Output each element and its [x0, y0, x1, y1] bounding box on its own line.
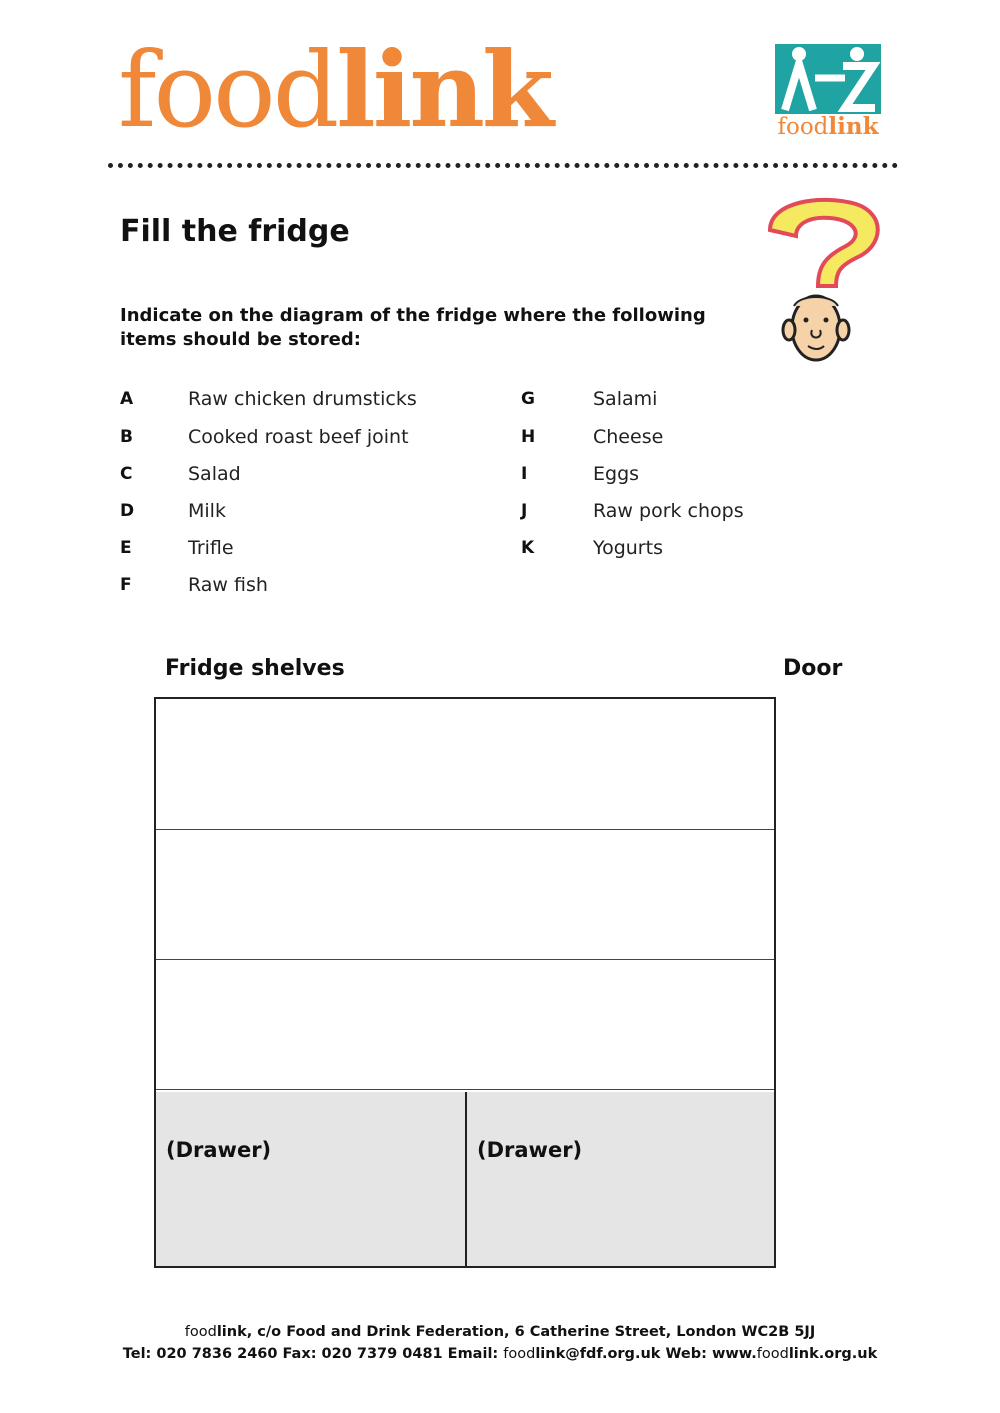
badge-bold-text: link: [828, 113, 879, 140]
footer-tel-fax: Tel: 020 7836 2460 Fax: 020 7379 0481 Email:: [122, 1346, 504, 1362]
item-name: Salad: [188, 463, 241, 485]
az-badge-wordmark: [775, 113, 881, 140]
az-badge-icon: [775, 44, 881, 114]
item-name: Trifle: [188, 537, 234, 559]
az-figures-icon: [775, 44, 881, 114]
item-letter: F: [120, 575, 132, 595]
fridge-shelf-middle[interactable]: [156, 830, 774, 959]
question-person-icon: [760, 194, 884, 366]
footer-web-rest[interactable]: link.org.uk: [788, 1346, 878, 1362]
item-letter: H: [521, 427, 536, 447]
foodlink-logo: [118, 28, 551, 151]
item-letter: K: [521, 538, 535, 558]
footer-address-text: link, c/o Food and Drink Federation, 6 Catherine Street, London WC2B 5JJ: [216, 1324, 816, 1340]
item-name: Salami: [593, 388, 658, 410]
item-name: Milk: [188, 500, 226, 522]
door-label: Door: [783, 656, 843, 681]
drawer-left[interactable]: [156, 1092, 467, 1266]
footer-email-rest[interactable]: link@fdf.org.uk Web: www.: [535, 1346, 757, 1362]
footer-contact: [0, 1346, 1000, 1362]
footer-web-food: food: [756, 1346, 789, 1362]
item-name: Raw pork chops: [593, 500, 744, 522]
fridge-shelf-top[interactable]: [156, 699, 774, 829]
item-letter: G: [521, 389, 535, 409]
item-letter: A: [120, 389, 134, 409]
fridge-shelf-bottom[interactable]: [156, 960, 774, 1089]
drawer-right-label: (Drawer): [477, 1138, 583, 1162]
logo-light-text: food: [118, 29, 337, 151]
item-letter: D: [120, 501, 135, 521]
item-name: Eggs: [593, 463, 640, 485]
logo-bold-text: link: [336, 28, 551, 151]
footer-food-text: food: [184, 1324, 217, 1340]
instruction-text: Indicate on the diagram of the fridge where the following items should be stored:: [120, 305, 706, 350]
page-title: Fill the fridge: [120, 214, 350, 249]
item-letter: E: [120, 538, 132, 558]
item-letter: C: [120, 464, 133, 484]
item-name: Yogurts: [593, 537, 663, 559]
item-name: Raw fish: [188, 574, 268, 596]
header-divider: [108, 163, 898, 168]
item-letter: B: [120, 427, 133, 447]
footer-address: [0, 1324, 1000, 1340]
fridge-diagram: [154, 697, 776, 1268]
item-name: Raw chicken drumsticks: [188, 388, 417, 410]
drawer-right[interactable]: [467, 1092, 774, 1266]
fridge-shelves-label: Fridge shelves: [165, 656, 345, 681]
badge-light-text: food: [777, 114, 829, 140]
footer-email-food: food: [503, 1346, 536, 1362]
item-name: Cooked roast beef joint: [188, 426, 409, 448]
item-letter: J: [521, 501, 528, 521]
item-name: Cheese: [593, 426, 664, 448]
shelf-divider: [156, 1089, 774, 1090]
item-letter: I: [521, 464, 528, 484]
drawer-left-label: (Drawer): [166, 1138, 272, 1162]
